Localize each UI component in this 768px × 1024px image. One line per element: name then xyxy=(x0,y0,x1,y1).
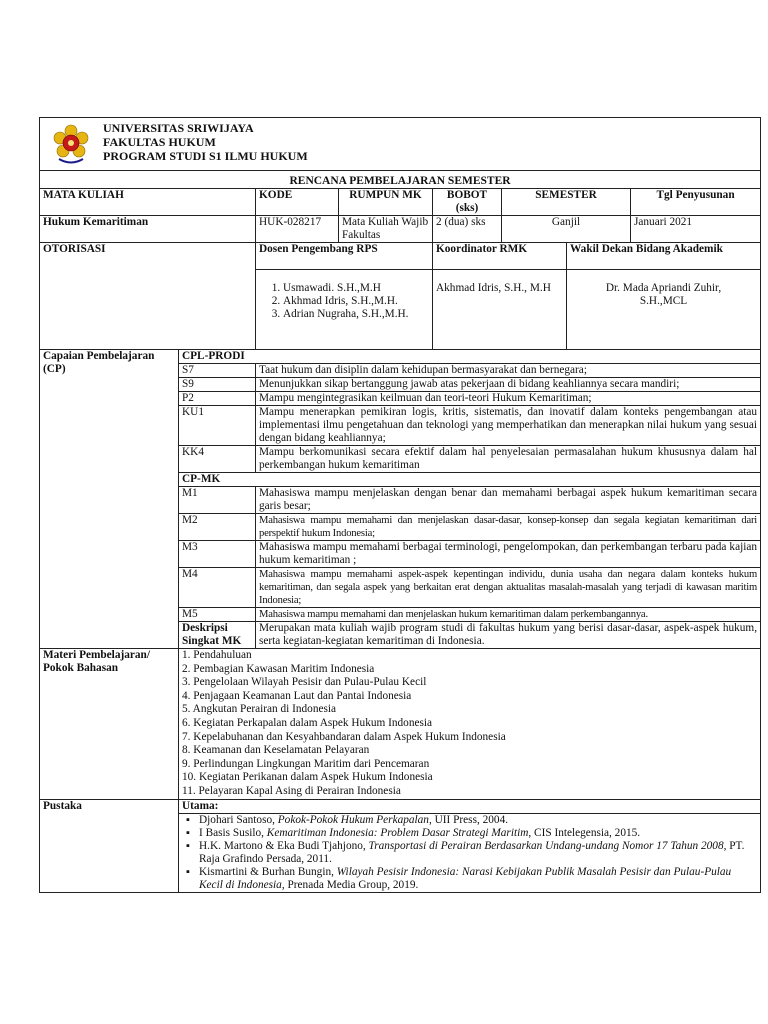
rps-document xyxy=(39,117,760,893)
pustaka-utama-label: Utama: xyxy=(179,799,761,813)
course-bobot: 2 (dua) sks xyxy=(433,216,502,243)
cpl-text: Mampu mengintegrasikan keilmuan dan teori-teori Hukum Kemaritiman; xyxy=(256,392,761,406)
cpl-text: Mampu berkomunikasi secara efektif dalam hal penyelesaian permasalahan hukum khususnya dalam hal perkembangan hukum kemaritiman xyxy=(256,446,761,473)
program-name: PROGRAM STUDI S1 ILMU HUKUM xyxy=(103,149,308,163)
pustaka-label: Pustaka xyxy=(40,799,179,892)
wakil-label: Wakil Dekan Bidang Akademik xyxy=(567,243,761,270)
materi-item: 2. Pembagian Kawasan Maritim Indonesia xyxy=(182,662,375,675)
dosen-label: Dosen Pengembang RPS xyxy=(256,243,433,270)
cpmk-text: Mahasiswa mampu memahami dan menjelaskan hukum kemaritiman dalam perkembangannya. xyxy=(256,608,761,622)
cpl-code: S9 xyxy=(179,378,256,392)
dosen-item: 1. Usmawadi. S.H.,M.H xyxy=(283,282,429,295)
col-semester: SEMESTER xyxy=(502,189,631,216)
deskripsi-text: Merupakan mata kuliah wajib program studi di fakultas hukum yang berisi dasar-dasar, aspek-aspek hukum, serta kegiatan-kegiatan kemaritiman di Indonesia. xyxy=(256,622,761,649)
materi-item: 10. Kegiatan Perikanan dalam Aspek Hukum Indonesia xyxy=(182,771,433,784)
cpl-text: Taat hukum dan disiplin dalam kehidupan bermasyarakat dan bernegara; xyxy=(256,364,761,378)
dosen-item: 2. Akhmad Idris, S.H.,M.H. xyxy=(283,295,429,308)
cpl-prodi-label: CPL-PRODI xyxy=(179,350,761,364)
materi-item: 11. Pelayaran Kapal Asing di Perairan Indonesia xyxy=(182,784,401,797)
cpmk-code: M2 xyxy=(179,514,256,541)
dosen-item: 3. Adrian Nugraha, S.H.,M.H. xyxy=(283,308,429,321)
cpl-code: P2 xyxy=(179,392,256,406)
cpmk-text: Mahasiswa mampu memahami aspek-aspek kepentingan individu, dunia usaha dan negara dalam konteks hukum kemaritiman, dan segala aspek yang berkaitan erat dengan aktualitas masalah-masalah yang terjadi di kawasan maritim Indonesia; xyxy=(256,568,761,608)
materi-item: 6. Kegiatan Perkapalan dalam Aspek Hukum Indonesia xyxy=(182,716,433,729)
materi-item: 7. Kepelabuhanan dan Kesyahbandaran dalam Aspek Hukum Indonesia xyxy=(182,730,506,743)
col-mata-kuliah: MATA KULIAH xyxy=(40,189,256,216)
cpl-text: Menunjukkan sikap bertanggung jawab atas pekerjaan di bidang keahliannya secara mandiri; xyxy=(256,378,761,392)
col-tgl: Tgl Penyusunan xyxy=(631,189,761,216)
pustaka-item: ▪ H.K. Martono & Eka Budi Tjahjono, Transportasi di Perairan Berdasarkan Undang-undang Nomor 17 Tahun 2008, PT. Raja Grafindo Persada, 2011. xyxy=(199,840,757,866)
cpmk-text: Mahasiswa mampu menjelaskan dengan benar dan memahami berbagai aspek hukum kemaritiman secara garis besar; xyxy=(256,487,761,514)
otorisasi-empty xyxy=(40,270,256,350)
rps-table xyxy=(39,117,761,893)
materi-item: 1. Pendahuluan xyxy=(182,649,252,661)
col-bobot: BOBOT (sks) xyxy=(433,189,502,216)
materi-item: 9. Perlindungan Lingkungan Maritim dari Pencemaran xyxy=(182,757,430,770)
cpmk-text: Mahasiswa mampu memahami berbagai terminologi, pengelompokan, dan perkembangan terbaru pada kajian hukum kemaritiman ; xyxy=(256,541,761,568)
pustaka-list xyxy=(179,813,761,892)
pustaka-item: ▪ Kismartini & Burhan Bungin, Wilayah Pesisir Indonesia: Narasi Kebijakan Publik Masalah Pesisir dan Pulau-Pulau Kecil di Indonesia, Prenada Media Group, 2019. xyxy=(199,866,757,892)
cpmk-text: Mahasiswa mampu memahami dan menjelaskan dasar-dasar, konsep-konsep dan segala kegiatan kemaritiman dari perspektif hukum Indonesia; xyxy=(256,514,761,541)
koordinator-label: Koordinator RMK xyxy=(433,243,567,270)
materi-list xyxy=(179,649,761,800)
col-kode: KODE xyxy=(256,189,339,216)
materi-item: 5. Angkutan Perairan di Indonesia xyxy=(182,703,337,716)
rps-title: RENCANA PEMBELAJARAN SEMESTER xyxy=(40,171,761,189)
cpl-code: S7 xyxy=(179,364,256,378)
wakil-name: Dr. Mada Apriandi Zuhir, S.H.,MCL xyxy=(567,270,761,350)
otorisasi-label: OTORISASI xyxy=(40,243,256,270)
course-date: Januari 2021 xyxy=(631,216,761,243)
header-cell xyxy=(40,118,761,171)
faculty-name: FAKULTAS HUKUM xyxy=(103,135,216,149)
pustaka-item: ▪ I Basis Susilo, Kemaritiman Indonesia: Problem Dasar Strategi Maritim, CIS Intelegensia, 2015. xyxy=(199,827,757,840)
deskripsi-label: Deskripsi Singkat MK xyxy=(179,622,256,649)
cpmk-code: M1 xyxy=(179,487,256,514)
course-rumpun: Mata Kuliah Wajib Fakultas xyxy=(339,216,433,243)
university-seal-logo xyxy=(43,118,93,170)
cpmk-label: CP-MK xyxy=(179,473,761,487)
course-name: Hukum Kemaritiman xyxy=(40,216,256,243)
cpl-code: KK4 xyxy=(179,446,256,473)
materi-item: 3. Pengelolaan Wilayah Pesisir dan Pulau-Pulau Kecil xyxy=(182,676,427,689)
university-name: UNIVERSITAS SRIWIJAYA xyxy=(103,121,254,135)
cpl-code: KU1 xyxy=(179,406,256,446)
dosen-list xyxy=(256,270,433,350)
cpmk-code: M3 xyxy=(179,541,256,568)
course-semester: Ganjil xyxy=(502,216,631,243)
pustaka-item: ▪ Djohari Santoso, Pokok-Pokok Hukum Perkapalan, UII Press, 2004. xyxy=(199,814,757,827)
materi-item: 8. Keamanan dan Keselamatan Pelayaran xyxy=(182,744,370,757)
course-code: HUK-028217 xyxy=(256,216,339,243)
koordinator-name: Akhmad Idris, S.H., M.H xyxy=(433,270,567,350)
materi-label: Materi Pembelajaran/ Pokok Bahasan xyxy=(40,649,179,800)
materi-item: 4. Penjagaan Keamanan Laut dan Pantai Indonesia xyxy=(182,689,412,702)
col-rumpun: RUMPUN MK xyxy=(339,189,433,216)
cpl-text: Mampu menerapkan pemikiran logis, kritis, sistematis, dan inovatif dalam konteks pengembangan atau implementasi ilmu pengetahuan dan teknologi yang memperhatikan dan menerapkan nilai hukum yang sesuai dengan bidang keahliannya; xyxy=(256,406,761,446)
cpmk-code: M5 xyxy=(179,608,256,622)
cpmk-code: M4 xyxy=(179,568,256,608)
cp-label: Capaian Pembelajaran (CP) xyxy=(40,350,179,649)
